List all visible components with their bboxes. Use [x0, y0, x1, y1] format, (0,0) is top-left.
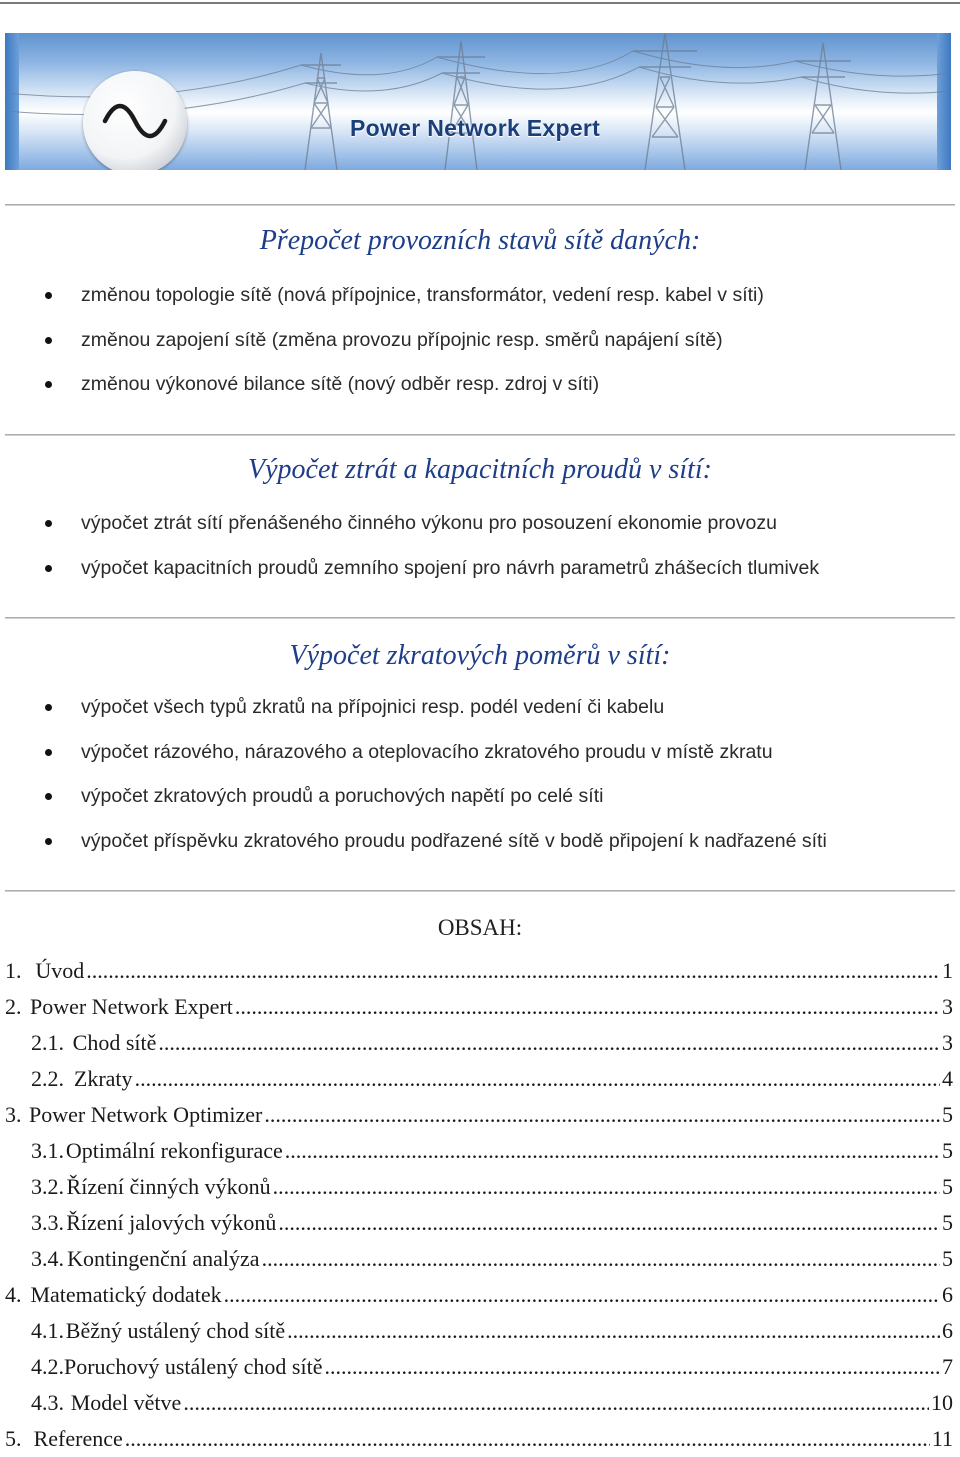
toc-entry-page: 1 [942, 958, 953, 983]
toc-entry-page: 5 [942, 1210, 953, 1235]
brand-title: Power Network Expert [350, 115, 601, 141]
toc-leader [262, 1241, 940, 1277]
list-item-text: změnou topologie sítě (nová přípojnice, transformátor, vedení resp. kabel v síti) [81, 284, 764, 306]
list-item-text: změnou výkonové bilance sítě (nový odběr resp. zdroj v síti) [81, 373, 600, 395]
list-item [0, 819, 827, 864]
toc-entry-page: 10 [931, 1390, 953, 1415]
toc-entry-number: 4.3. [31, 1390, 64, 1415]
toc-entry[interactable] [0, 1385, 960, 1421]
toc-entry-number: 3.3. [31, 1210, 64, 1235]
list-item-text: výpočet všech typů zkratů na přípojnici resp. podél vedení či kabelu [81, 696, 665, 718]
toc-entry-number: 4.2. [31, 1354, 64, 1379]
toc-entry-title: Kontingenční analýza [67, 1246, 260, 1271]
bullet-icon [45, 838, 52, 845]
list-item [0, 730, 827, 775]
list-item [0, 774, 827, 819]
toc-entry-title: Řízení činných výkonů [66, 1174, 271, 1199]
toc-leader [264, 1097, 940, 1133]
toc-entry-number: 2. [5, 994, 22, 1019]
toc-entry-title: Řízení jalových výkonů [66, 1210, 277, 1235]
toc-entry[interactable] [0, 1133, 960, 1169]
toc-leader [183, 1385, 929, 1421]
toc-entry[interactable] [0, 989, 960, 1025]
bullet-icon [45, 749, 52, 756]
toc-entry-page: 5 [942, 1174, 953, 1199]
list-item-text: výpočet ztrát sítí přenášeného činného výkonu pro posouzení ekonomie provozu [81, 512, 777, 534]
section-divider [5, 204, 955, 206]
toc-entry[interactable] [0, 1421, 960, 1457]
toc-entry-title: Zkraty [73, 1066, 133, 1091]
section-heading: Výpočet ztrát a kapacitních proudů v sítí: [248, 454, 712, 485]
top-rule [0, 2, 960, 4]
bullet-list [0, 501, 819, 590]
toc-entry[interactable] [0, 1349, 960, 1385]
toc-leader [86, 953, 940, 989]
section-divider [5, 617, 955, 619]
toc-entry-title: Matematický dodatek [30, 1282, 222, 1307]
section-heading: Výpočet zkratových poměrů v sítí: [289, 640, 671, 671]
list-item-text: změnou zapojení sítě (změna provozu přípojnic resp. směrů napájení sítě) [81, 328, 723, 351]
toc-entry[interactable] [0, 1169, 960, 1205]
toc-entry-title: Optimální rekonfigurace [65, 1138, 283, 1163]
toc-entry-title: Poruchový ustálený chod sítě [64, 1354, 323, 1379]
toc-entry-page: 5 [942, 1138, 953, 1163]
bullet-icon [45, 337, 52, 344]
toc-entry-number: 3.4. [31, 1246, 64, 1271]
list-item [0, 685, 827, 730]
list-item [0, 318, 764, 363]
toc-entry-page: 11 [931, 1426, 953, 1451]
bullet-list [0, 685, 827, 863]
toc-entry-page: 5 [942, 1246, 953, 1271]
toc-entry-title: Reference [33, 1426, 123, 1451]
toc-leader [135, 1061, 940, 1097]
toc-leader [324, 1349, 940, 1385]
toc-entry[interactable] [0, 1205, 960, 1241]
section-divider [5, 890, 955, 892]
toc-entry-page: 4 [942, 1066, 953, 1091]
toc-leader [235, 989, 940, 1025]
list-item-text: výpočet příspěvku zkratového proudu podřazené sítě v bodě připojení k nadřazené síti [81, 829, 827, 852]
toc-leader [287, 1313, 940, 1349]
bullet-list [0, 273, 764, 407]
toc-entry-page: 7 [942, 1354, 953, 1379]
toc-leader [285, 1133, 940, 1169]
toc-entry-page: 3 [942, 994, 953, 1019]
list-item-text: výpočet zkratových proudů a poruchových napětí po celé síti [81, 785, 604, 807]
toc-leader [224, 1277, 940, 1313]
header-banner [5, 33, 951, 170]
list-item [0, 362, 764, 407]
toc-leader [278, 1205, 940, 1241]
toc-entry-number: 3.1. [31, 1138, 64, 1163]
list-item [0, 273, 764, 318]
toc-entry-page: 6 [942, 1318, 953, 1343]
table-of-contents [0, 953, 960, 1457]
toc-entry-title: Power Network Optimizer [28, 1102, 263, 1127]
toc-title: OBSAH: [437, 915, 523, 940]
toc-entry[interactable] [0, 953, 960, 989]
sine-wave-icon [83, 71, 187, 170]
bullet-icon [45, 292, 52, 299]
toc-entry-number: 2.2. [31, 1066, 64, 1091]
bullet-icon [45, 381, 52, 388]
logo [83, 71, 187, 170]
toc-entry-page: 6 [942, 1282, 953, 1307]
toc-entry-title: Power Network Expert [30, 994, 233, 1019]
toc-entry[interactable] [0, 1241, 960, 1277]
toc-leader [273, 1169, 940, 1205]
section-divider [5, 434, 955, 436]
toc-entry-number: 4.1. [31, 1318, 64, 1343]
toc-entry[interactable] [0, 1061, 960, 1097]
toc-entry-page: 3 [942, 1030, 953, 1055]
bullet-icon [45, 520, 52, 527]
bullet-icon [45, 793, 52, 800]
toc-entry-number: 2.1. [31, 1030, 64, 1055]
toc-entry[interactable] [0, 1097, 960, 1133]
toc-entry-title: Běžný ustálený chod sítě [65, 1318, 286, 1343]
list-item-text: výpočet rázového, nárazového a oteplovacího zkratového proudu v místě zkratu [81, 740, 773, 763]
toc-entry-number: 3. [5, 1102, 22, 1127]
bullet-icon [45, 704, 52, 711]
toc-entry-number: 3.2. [31, 1174, 64, 1199]
toc-entry-number: 4. [5, 1282, 22, 1307]
section-heading: Přepočet provozních stavů sítě daných: [259, 225, 701, 256]
list-item [0, 501, 819, 546]
list-item-text: výpočet kapacitních proudů zemního spojení pro návrh parametrů zhášecích tlumivek [81, 556, 820, 579]
toc-entry-title: Chod sítě [72, 1030, 157, 1055]
toc-entry[interactable] [0, 1313, 960, 1349]
toc-leader [125, 1421, 930, 1457]
toc-entry[interactable] [0, 1025, 960, 1061]
bullet-icon [45, 565, 52, 572]
list-item [0, 546, 819, 591]
toc-entry-title: Model větve [70, 1390, 182, 1415]
toc-leader [158, 1025, 940, 1061]
toc-entry-number: 5. [5, 1426, 22, 1451]
toc-entry-number: 1. [5, 958, 22, 983]
toc-entry-page: 5 [942, 1102, 953, 1127]
toc-entry-title: Úvod [35, 958, 85, 983]
toc-entry[interactable] [0, 1277, 960, 1313]
